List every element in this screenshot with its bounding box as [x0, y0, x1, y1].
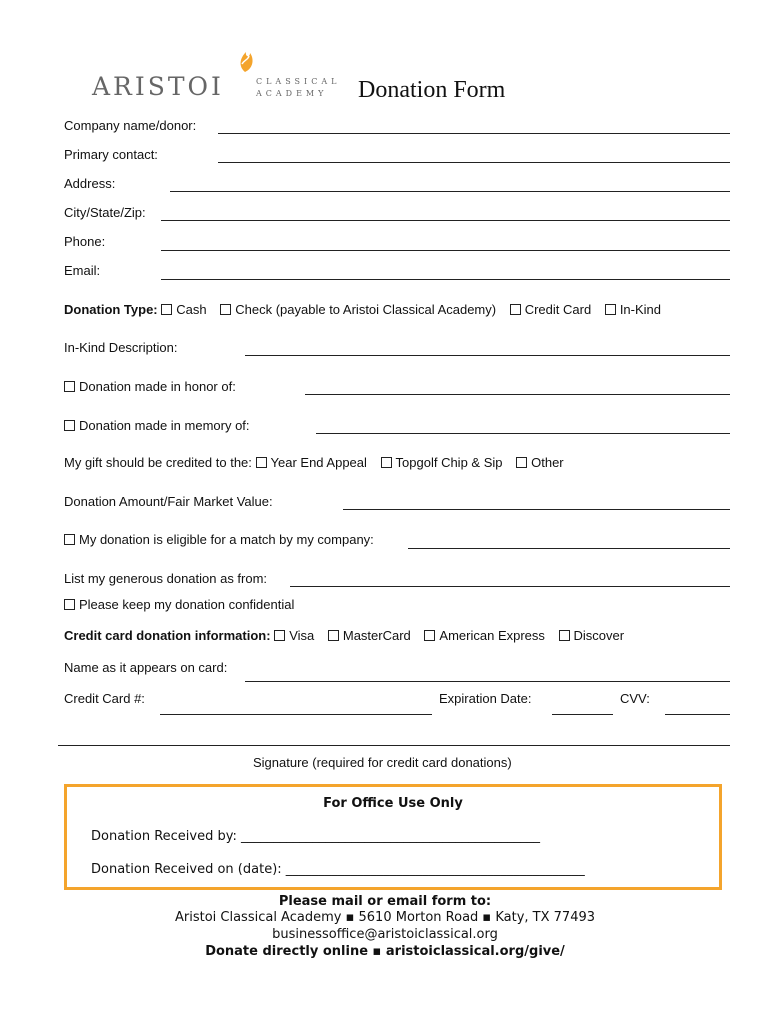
donation-type-credit-card[interactable]: Credit Card	[510, 302, 591, 317]
credited-topgolf[interactable]: Topgolf Chip & Sip	[381, 455, 503, 470]
confidential-label: Please keep my donation confidential	[79, 597, 295, 612]
match-field[interactable]	[408, 548, 730, 549]
card-number-field[interactable]	[160, 714, 432, 715]
checkbox-icon	[220, 304, 231, 315]
checkbox-icon	[559, 630, 570, 641]
checkbox-icon	[64, 534, 75, 545]
checkbox-icon	[161, 304, 172, 315]
credited-year-end[interactable]: Year End Appeal	[256, 455, 367, 470]
checkbox-icon	[64, 599, 75, 610]
memory-row[interactable]	[64, 418, 250, 433]
credited-other[interactable]: Other	[516, 455, 564, 470]
email-field[interactable]	[161, 279, 730, 280]
footer-address: Aristoi Classical Academy ▪ 5610 Morton Road ▪ Katy, TX 77493	[174, 910, 596, 925]
email-label: Email:	[64, 263, 101, 278]
card-visa[interactable]: Visa	[274, 628, 314, 643]
checkbox-icon	[64, 420, 75, 431]
checkbox-icon	[274, 630, 285, 641]
card-mastercard[interactable]: MasterCard	[328, 628, 411, 643]
checkbox-icon	[516, 457, 527, 468]
signature-label: Signature (required for credit card donations)	[253, 755, 512, 770]
cvv-label: CVV:	[620, 691, 650, 706]
company-field[interactable]	[218, 133, 730, 134]
donation-type-in-kind[interactable]: In-Kind	[605, 302, 661, 317]
checkbox-icon	[381, 457, 392, 468]
expiration-field[interactable]	[552, 714, 613, 715]
amount-label: Donation Amount/Fair Market Value:	[64, 494, 273, 509]
card-number-label: Credit Card #:	[64, 691, 145, 706]
inkind-label: In-Kind Description:	[64, 340, 178, 355]
logo	[92, 44, 354, 104]
logo-wordmark: ARISTOI	[92, 72, 224, 101]
honor-row[interactable]	[64, 379, 236, 394]
honor-label: Donation made in honor of:	[79, 379, 236, 394]
phone-label: Phone:	[64, 234, 106, 249]
inkind-field[interactable]	[245, 355, 730, 356]
card-discover[interactable]: Discover	[559, 628, 625, 643]
match-label: My donation is eligible for a match by my company:	[79, 532, 374, 547]
contact-label: Primary contact:	[64, 147, 158, 162]
footer-heading: Please mail or email form to:	[278, 894, 492, 909]
office-received-on: Donation Received on (date): ______________________________________________	[91, 862, 585, 877]
checkbox-icon	[328, 630, 339, 641]
memory-label: Donation made in memory of:	[79, 418, 250, 433]
donation-type-cash[interactable]: Cash	[161, 302, 206, 317]
contact-field[interactable]	[218, 162, 730, 163]
honor-field[interactable]	[305, 394, 730, 395]
memory-field[interactable]	[316, 433, 730, 434]
name-on-card-label: Name as it appears on card:	[64, 660, 228, 675]
checkbox-icon	[64, 381, 75, 392]
credited-label: My gift should be credited to the:	[64, 455, 252, 470]
list-label: List my generous donation as from:	[64, 571, 268, 586]
office-title: For Office Use Only	[323, 796, 463, 811]
donation-type-label: Donation Type:	[64, 302, 158, 317]
address-field[interactable]	[170, 191, 730, 192]
checkbox-icon	[605, 304, 616, 315]
address-label: Address:	[64, 176, 116, 191]
credit-card-row	[64, 628, 634, 643]
phone-field[interactable]	[161, 250, 730, 251]
cvv-field[interactable]	[665, 714, 730, 715]
name-on-card-field[interactable]	[245, 681, 730, 682]
flame-icon	[230, 44, 260, 74]
credited-row	[64, 455, 574, 470]
confidential-row[interactable]	[64, 597, 294, 612]
donation-type-row	[64, 302, 671, 317]
signature-field[interactable]	[58, 745, 730, 746]
checkbox-icon	[256, 457, 267, 468]
company-label: Company name/donor:	[64, 118, 197, 133]
office-received-by: Donation Received by: ______________________________________________	[91, 829, 540, 844]
match-row[interactable]	[64, 532, 374, 547]
credit-card-label: Credit card donation information:	[64, 628, 271, 643]
checkbox-icon	[424, 630, 435, 641]
logo-classical: CLASSICAL	[256, 77, 341, 86]
donation-type-check[interactable]: Check (payable to Aristoi Classical Academy)	[220, 302, 496, 317]
card-amex[interactable]: American Express	[424, 628, 544, 643]
footer-email: businessoffice@aristoiclassical.org	[272, 927, 498, 942]
footer-donate-online: Donate directly online ▪ aristoiclassical.org/give/	[205, 944, 565, 959]
office-use-box	[64, 784, 722, 890]
city-field[interactable]	[161, 220, 730, 221]
checkbox-icon	[510, 304, 521, 315]
list-field[interactable]	[290, 586, 730, 587]
logo-academy: ACADEMY	[256, 89, 328, 98]
page-title: Donation Form	[358, 77, 506, 103]
amount-field[interactable]	[343, 509, 730, 510]
city-label: City/State/Zip:	[64, 205, 146, 220]
expiration-label: Expiration Date:	[439, 691, 532, 706]
